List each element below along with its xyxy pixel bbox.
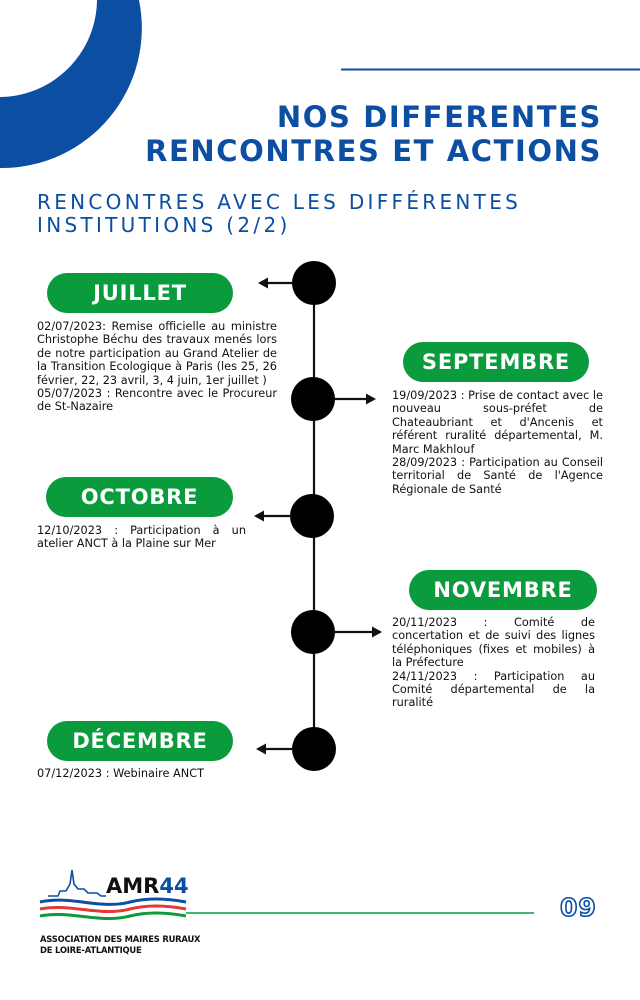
- blue-wave-shape: [40, 899, 186, 904]
- decembre-node: [256, 727, 336, 771]
- month-pill-juillet: JUILLET: [47, 273, 233, 313]
- month-pill-septembre: SEPTEMBRE: [403, 342, 589, 382]
- footer-graphic: [0, 860, 640, 940]
- month-pill-decembre: DÉCEMBRE: [47, 721, 233, 761]
- novembre-entry-2: 24/11/2023 : Participation au Comité départemental de la ruralité: [392, 669, 595, 710]
- novembre-entries: [392, 616, 595, 710]
- page-title-line-2: RENCONTRES ET ACTIONS: [145, 134, 602, 168]
- arrow-right-icon: [366, 394, 376, 405]
- green-wave-shape: [40, 913, 186, 919]
- septembre-entry-2: 28/09/2023 : Participation au Conseil territorial de Santé de l'Agence Régionale de Santé: [392, 456, 603, 496]
- octobre-entry-1: 12/10/2023 : Participation à un atelier ANCT à la Plaine sur Mer: [37, 524, 246, 551]
- septembre-dot: [291, 377, 335, 421]
- amr44-logo-subtitle-line-2: DE LOIRE-ATLANTIQUE: [40, 945, 142, 955]
- section-subtitle-line-2: INSTITUTIONS (2/2): [37, 213, 291, 237]
- juillet-node: [258, 261, 336, 305]
- village-skyline-shape: [48, 870, 106, 896]
- juillet-entry-2: 05/07/2023 : Rencontre avec le Procureur de St-Nazaire: [37, 387, 277, 414]
- juillet-dot: [292, 261, 336, 305]
- decembre-entries: [37, 767, 277, 780]
- octobre-dot: [290, 494, 334, 538]
- amr44-logo-subtitle: [40, 934, 200, 956]
- decembre-entry-1: 07/12/2023 : Webinaire ANCT: [37, 767, 204, 780]
- juillet-entry-1: 02/07/2023: Remise officielle au ministre Christophe Béchu des travaux menés lors de notre participation au Grand Atelier de la Transition Ecologique à Paris (les 25, 26 février, 22, 23 avril, 3, 4 juin, 1er juillet ): [37, 320, 277, 387]
- amr44-logo-subtitle-line-1: ASSOCIATION DES MAIRES RURAUX: [40, 934, 201, 944]
- page-number: 09: [560, 893, 597, 922]
- septembre-entry-1: 19/09/2023 : Prise de contact avec le nouveau sous-préfet de Chateaubriant et d'Ancenis et référent ruralité départemental, M. Marc Makhlouf: [392, 389, 603, 456]
- septembre-node: [291, 377, 376, 421]
- amr44-logo-number: 44: [159, 874, 189, 898]
- octobre-entries: [37, 524, 246, 551]
- month-pill-novembre: NOVEMBRE: [409, 570, 597, 610]
- month-pill-octobre: OCTOBRE: [46, 477, 233, 517]
- novembre-node: [291, 610, 382, 654]
- page-title-line-1: NOS DIFFERENTES: [276, 100, 602, 134]
- novembre-entry-1: 20/11/2023 : Comité de concertation et de suivi des lignes téléphoniques (fixes et mobiles) à la Préfecture: [392, 616, 595, 670]
- arrow-left-icon: [258, 278, 268, 289]
- amr44-logo-name: [106, 874, 189, 898]
- septembre-entries: [392, 389, 603, 496]
- arrow-right-icon: [372, 627, 382, 638]
- octobre-node: [254, 494, 334, 538]
- arrow-left-icon: [256, 744, 266, 755]
- red-wave-shape: [40, 906, 186, 912]
- novembre-dot: [291, 610, 335, 654]
- decembre-dot: [292, 727, 336, 771]
- amr44-logo-prefix: AMR: [106, 874, 160, 898]
- arrow-left-icon: [254, 511, 264, 522]
- juillet-entries: [37, 320, 277, 414]
- section-subtitle-line-1: RENCONTRES AVEC LES DIFFÉRENTES: [37, 190, 522, 214]
